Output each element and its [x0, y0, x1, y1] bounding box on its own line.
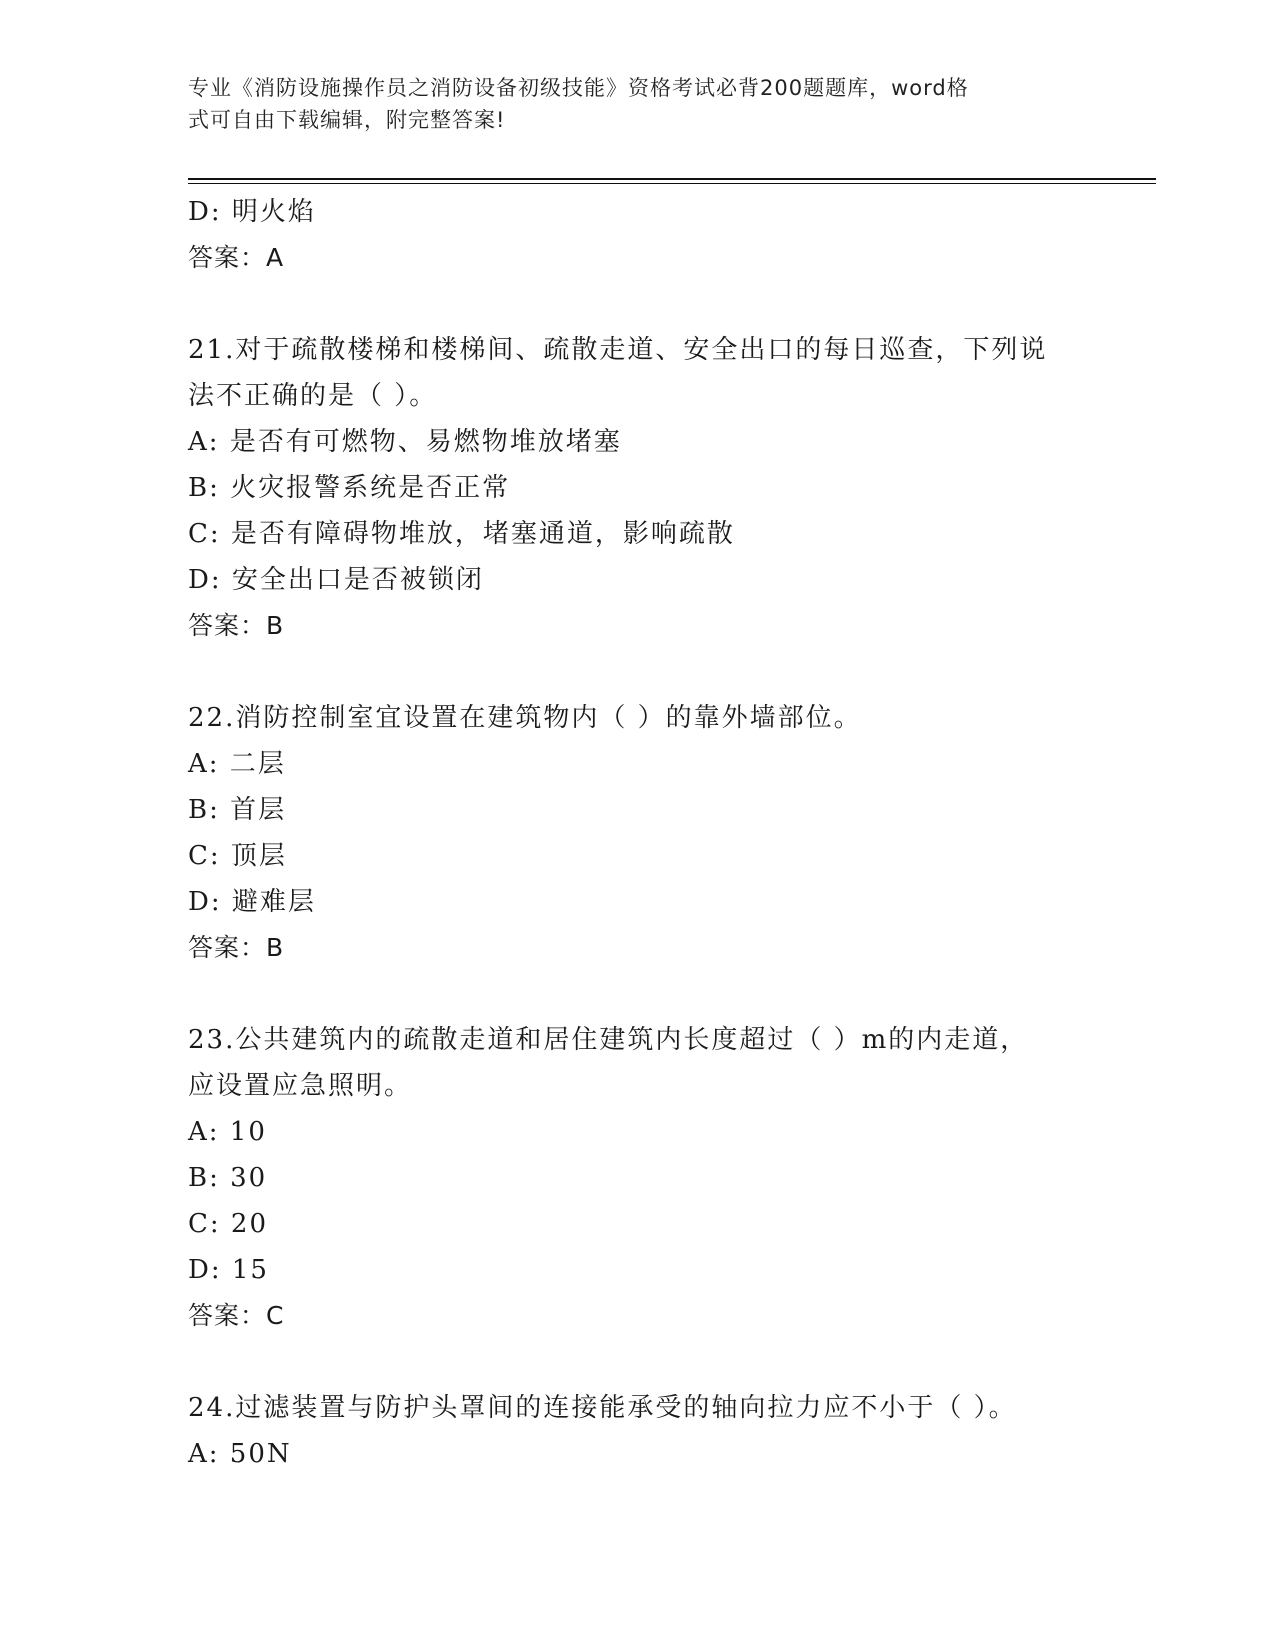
question-23-stem-line-1: 23.公共建筑内的疏散走道和居住建筑内长度超过（ ）m的内走道，: [188, 1025, 1029, 1055]
spacer: [188, 971, 1088, 1017]
question-23-stem-line-2: 应设置应急照明。: [188, 1071, 413, 1101]
question-21-option-c: C: 是否有障碍物堆放，堵塞通道，影响疏散: [188, 519, 735, 549]
question-24-stem: 24.过滤装置与防护头罩间的连接能承受的轴向拉力应不小于（ ）。: [188, 1393, 1017, 1423]
question-24-option-a: A: 50N: [188, 1439, 292, 1469]
question-22-answer: 答案：B: [188, 933, 285, 962]
question-22-option-b: B: 首层: [188, 795, 287, 825]
prev-answer: 答案：A: [188, 243, 285, 272]
question-23-option-c: C: 20: [188, 1209, 269, 1239]
question-23-option-d: D: 15: [188, 1255, 269, 1285]
header-line-2: 式可自由下载编辑，附完整答案!: [188, 108, 506, 132]
question-23-option-b: B: 30: [188, 1163, 268, 1193]
question-23: [188, 1017, 1088, 1339]
question-21-stem-line-1: 21.对于疏散楼梯和楼梯间、疏散走道、安全出口的每日巡查，下列说: [188, 335, 1048, 365]
question-22: [188, 695, 1088, 971]
question-22-option-a: A: 二层: [188, 749, 286, 779]
question-21-answer: 答案：B: [188, 611, 285, 640]
question-content: [188, 189, 1088, 1477]
header-divider-thin: [188, 183, 1156, 184]
question-24: [188, 1385, 1088, 1477]
spacer: [188, 281, 1088, 327]
question-23-option-a: A: 10: [188, 1117, 267, 1147]
spacer: [188, 649, 1088, 695]
question-21-option-d: D: 安全出口是否被锁闭: [188, 565, 484, 595]
prev-option-d: D: 明火焰: [188, 197, 316, 227]
header-divider-thick: [188, 178, 1156, 180]
header-line-1: 专业《消防设施操作员之消防设备初级技能》资格考试必背200题题库，word格: [188, 76, 969, 100]
question-23-answer: 答案：C: [188, 1301, 285, 1330]
question-22-option-d: D: 避难层: [188, 887, 316, 917]
question-21-option-b: B: 火灾报警系统是否正常: [188, 473, 511, 503]
question-21: [188, 327, 1088, 649]
spacer: [188, 1339, 1088, 1385]
question-22-stem: 22.消防控制室宜设置在建筑物内（ ）的靠外墙部位。: [188, 703, 862, 733]
question-21-stem-line-2: 法不正确的是（ ）。: [188, 381, 438, 411]
question-22-option-c: C: 顶层: [188, 841, 287, 871]
question-21-option-a: A: 是否有可燃物、易燃物堆放堵塞: [188, 427, 622, 457]
document-header: [188, 72, 1068, 136]
